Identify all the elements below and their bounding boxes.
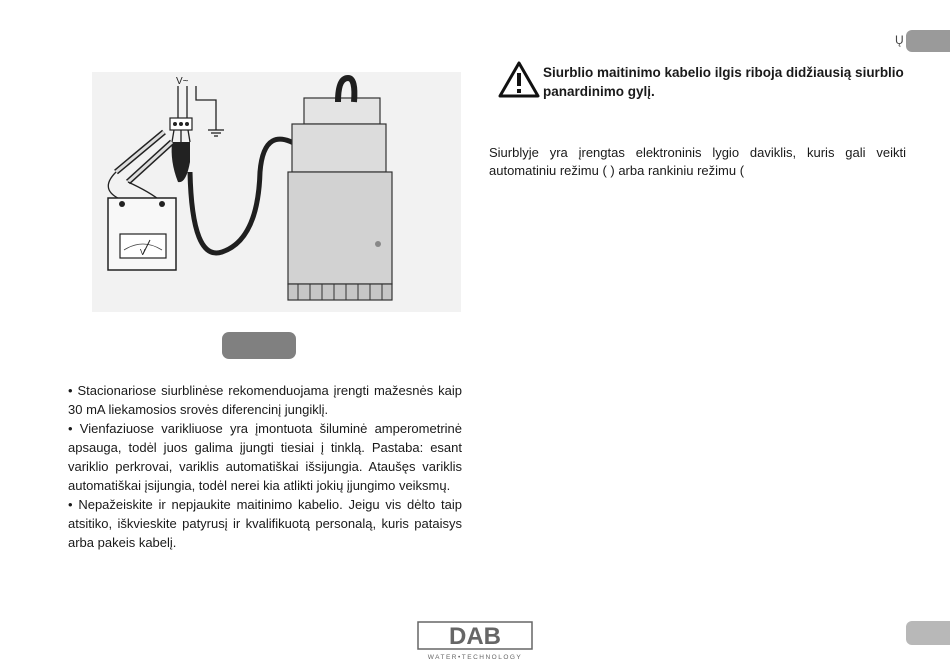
pump-wiring-illustration [92,72,461,312]
warning-text: Siurblio maitinimo kabelio ilgis riboja didžiausią siurblio panardinimo gylį. [543,65,904,99]
note-paragraph-thermal-protection: • Vienfaziuose varikliuose yra įmontuota šiluminė amperometrinė apsauga, todėl juos galima įjungti tiesiai į tinklą. Pastaba: esant variklio perkrovai, variklis automatiškai išsijungia. Ataušęs variklis automatiškai įsijungia, todėl nerei kia atlikti jokių įjungimo veiksmų. [68,421,462,493]
page-tab-bottom [906,621,950,645]
note-paragraph-rcd: • Stacionariose siurblinėse rekomenduojama įrengti mažesnės kaip 30 mA liekamosios srovės diferencinį jungiklį. [68,383,462,417]
svg-text:WATER•TECHNOLOGY: WATER•TECHNOLOGY [427,654,523,661]
meter-label: V [140,248,146,257]
warning-triangle-icon [497,60,541,100]
svg-text:DAB: DAB [449,623,501,650]
language-mark: Ų [895,33,904,47]
installation-notes [68,381,462,552]
pump-wiring-figure [92,72,461,312]
figure-caption-badge [222,332,296,359]
note-paragraph-cable: • Nepažeiskite ir nepjaukite maitinimo kabelio. Jeigu vis dėlto taip atsitiko, iškvieskite patyrusį ir kvalifikuotą personalą, kuris pataisys arba pakeis kabelį. [68,497,462,550]
voltage-label: V~ [176,76,189,87]
dab-logo-graphic [417,621,533,661]
level-sensor-paragraph: Siurblyje yra įrengtas elektroninis lygio daviklis, kuris gali veikti automatiniu režimu ( ) arba rankiniu režimu ( [489,145,906,178]
page-tab-top [906,30,950,52]
dab-logo [417,621,533,661]
